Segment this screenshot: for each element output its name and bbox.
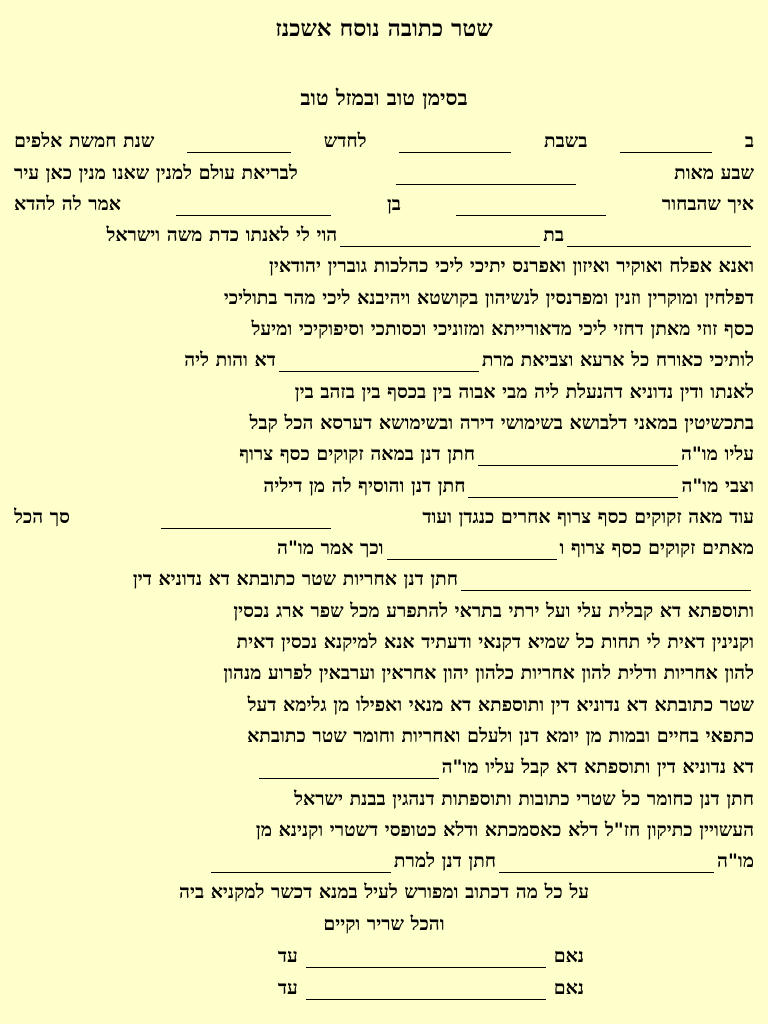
line-text: בת [543, 224, 564, 247]
fill-in-blank[interactable] [478, 447, 678, 466]
line-text: שבע מאות [674, 161, 754, 184]
line-text: והכל שריר וקיים [323, 912, 445, 935]
text-line [14, 435, 754, 466]
line-text: חתן דנן והוסיף לה מן דיליה [263, 474, 466, 497]
line-text: איך שהבחור [661, 192, 754, 215]
line-text: ב [744, 130, 754, 153]
fill-in-blank[interactable] [187, 134, 291, 153]
text-line [14, 842, 754, 873]
fill-in-blank[interactable] [211, 854, 391, 873]
text-line [14, 529, 754, 560]
line-text: הוי לי לאנתו כדת משה וישראל [106, 224, 338, 247]
text-line [14, 685, 754, 716]
fill-in-blank[interactable] [396, 166, 576, 185]
line-text: שנת חמשת אלפים [14, 130, 155, 153]
fill-in-blank[interactable] [259, 760, 439, 779]
text-line [14, 904, 754, 935]
fill-in-blank[interactable] [468, 479, 678, 498]
text-line [14, 748, 754, 779]
text-line [14, 717, 754, 748]
line-text: כסף זוזי מאתן דחזי ליכי מדאורייתא ומזוניכי וכסותכי וסיפוקיכי ומיעל [251, 318, 754, 341]
text-line [14, 560, 754, 591]
text-line [14, 498, 754, 529]
document-subtitle: בסימן טוב ובמזל טוב [300, 85, 468, 110]
line-text: לחדש [323, 130, 367, 153]
line-text: עליו מו"ה [680, 443, 754, 466]
text-line [14, 873, 754, 904]
fill-in-blank[interactable] [499, 854, 714, 873]
witness-suffix: עד [277, 944, 298, 967]
text-line [14, 466, 754, 497]
line-text: דפלחין ומוקרין וזנין ומפרנסין לנשיהון בקושטא ויהיבנא ליכי מהר בתוליכי [223, 286, 754, 309]
line-text: בן [386, 192, 401, 215]
line-text: העשויין כתיקון חז"ל דלא כאסמכתא ודלא כטופסי דשטרי וקנינא מן [255, 818, 754, 841]
fill-in-blank[interactable] [567, 228, 751, 247]
line-text: להון אחריות ודלית להון אחריות כלהון יהון אחראין וערבאין לפרוע מנהון [223, 662, 754, 685]
document-title: שטר כתובה נוסח אשכנז [275, 15, 493, 42]
fill-in-blank[interactable] [279, 353, 479, 372]
line-text: לותיכי כאורח כל ארעא וצביאת מרת [481, 349, 754, 372]
text-line [14, 404, 754, 435]
line-text: ואנא אפלח ואוקיר ואיזון ואפרנס יתיכי ליכי כהלכות גוברין יהודאין [269, 255, 754, 278]
line-text: בתכשיטין במאני דלבושא בשימושי דירה ובשימושא דערסא הכל קבל [249, 411, 754, 434]
line-text: חתן דנן אחריות שטר כתובתא דא נדוניא דין [132, 568, 458, 591]
line-text: וקנינין דאית לי תחות כל שמיא דקנאי ודעתיד אנא למיקנא נכסין דאית [236, 631, 754, 654]
document-body [14, 122, 754, 1000]
witness-label: נאם [553, 944, 584, 967]
line-text: סך הכל [14, 505, 70, 528]
witness-signature-blank[interactable] [306, 949, 546, 968]
fill-in-blank[interactable] [161, 510, 331, 529]
witness-signature-line [14, 936, 754, 968]
line-text: וצבי מו"ה [681, 474, 754, 497]
line-text: וכך אמר מו"ה [277, 537, 384, 560]
witness-label: נאם [553, 976, 584, 999]
witness-suffix: עד [277, 976, 298, 999]
line-text: כתפאי בחיים ובמות מן יומא דנן ולעלם ואחריות וחומר שטר כתובתא [247, 724, 754, 747]
fill-in-blank[interactable] [456, 197, 606, 216]
text-line [14, 779, 754, 810]
line-text: בשבת [544, 130, 588, 153]
text-line [14, 278, 754, 309]
text-line [14, 341, 754, 372]
fill-in-blank[interactable] [176, 197, 331, 216]
text-line [14, 623, 754, 654]
line-text: מו"ה [717, 850, 754, 873]
line-text: דא והות ליה [184, 349, 276, 372]
fill-in-blank[interactable] [340, 228, 540, 247]
fill-in-blank[interactable] [620, 134, 712, 153]
line-text: שטר כתובתא דא נדוניא דין ותוספתא דא מנאי ואפילו מן גלימא דעל [247, 693, 754, 716]
line-text: דא נדוניא דין ותוספתא דא קבל עליו מו"ה [441, 756, 754, 779]
text-line [14, 247, 754, 278]
line-text: ותוספתא דא קבלית עלי ועל ירתי בתראי להתפרע מכל שפר ארג נכסין [233, 599, 754, 622]
witness-signature-blank[interactable] [306, 981, 546, 1000]
text-line [14, 654, 754, 685]
text-line [14, 372, 754, 403]
line-text: על כל מה דכתוב ומפורש לעיל במנא דכשר למקניא ביה [179, 881, 589, 904]
text-line [14, 591, 754, 622]
line-text: לבריאת עולם למנין שאנו מנין כאן עיר [14, 161, 298, 184]
text-line [14, 122, 754, 153]
line-text: לאנתו ודין נדוניא דהנעלת ליה מבי אבוה בין בכסף בין בזהב בין [294, 380, 754, 403]
fill-in-blank[interactable] [461, 572, 751, 591]
fill-in-blank[interactable] [387, 541, 557, 560]
text-line [14, 216, 754, 247]
fill-in-blank[interactable] [399, 134, 511, 153]
line-text: מאתים זקוקים כסף צרוף ו [559, 537, 754, 560]
line-text: עוד מאה זקוקים כסף צרוף אחרים כנגדן ועוד [422, 505, 754, 528]
text-line [14, 185, 754, 216]
text-line [14, 811, 754, 842]
witness-signature-line [14, 968, 754, 1000]
line-text: חתן דנן כחומר כל שטרי כתובות ותוספתות דנהגין בבנת ישראל [294, 787, 754, 810]
line-text: אמר לה להדא [14, 192, 122, 215]
line-text: חתן דנן במאה זקוקים כסף צרוף [239, 443, 475, 466]
text-line [14, 153, 754, 184]
text-line [14, 310, 754, 341]
line-text: חתן דנן למרת [393, 850, 497, 873]
